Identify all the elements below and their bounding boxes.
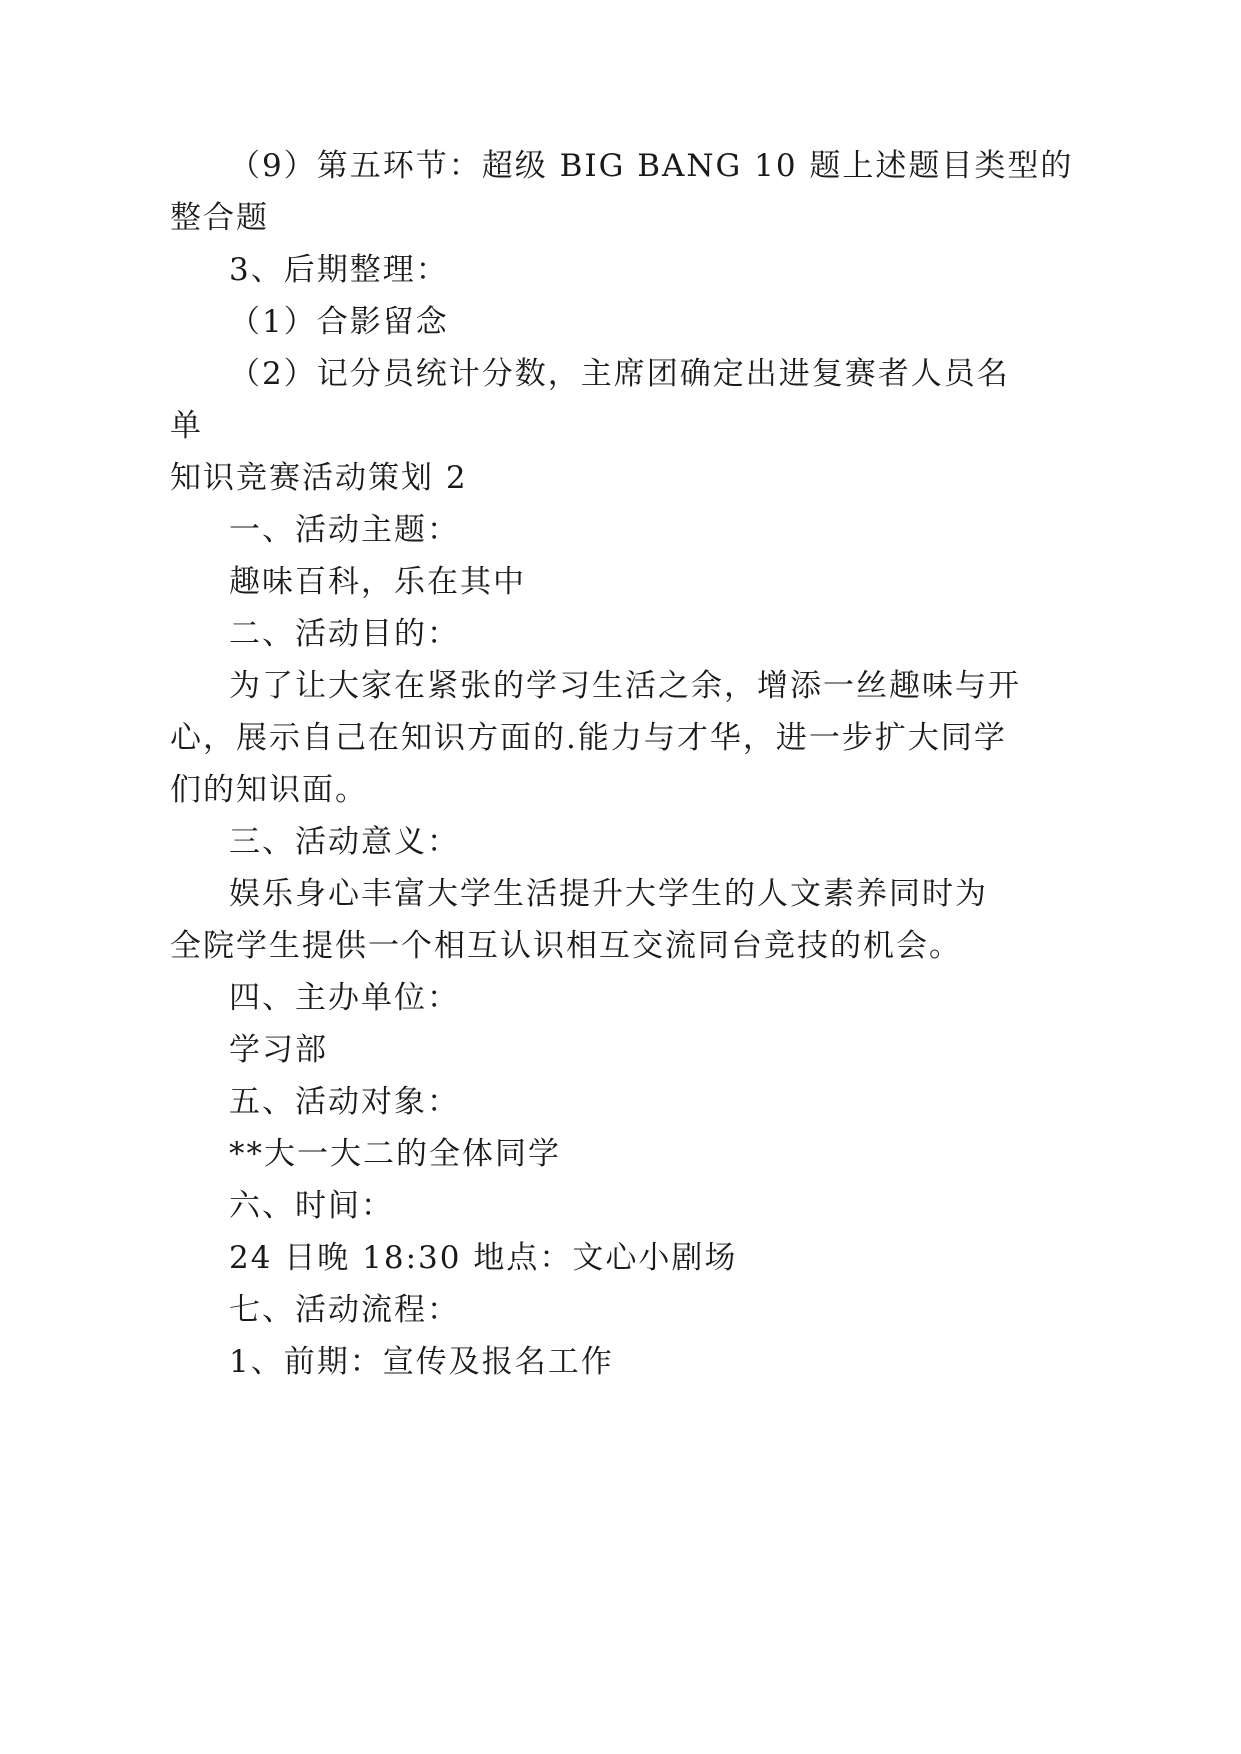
text-line-24: 1、前期：宣传及报名工作 xyxy=(229,1344,614,1380)
text-line-19: 五、活动对象： xyxy=(229,1084,460,1120)
text-line-5: （2）记分员统计分数，主席团确定出进复赛者人员名 xyxy=(229,356,1010,392)
text-line-23: 七、活动流程： xyxy=(229,1292,460,1328)
text-line-16: 全院学生提供一个相互认识相互交流同台竞技的机会。 xyxy=(170,928,962,964)
text-line-3: 3、后期整理： xyxy=(229,252,449,288)
text-line-15: 娱乐身心丰富大学生活提升大学生的人文素养同时为 xyxy=(229,876,988,912)
text-line-12: 心，展示自己在知识方面的.能力与才华，进一步扩大同学 xyxy=(170,720,1007,756)
text-line-11: 为了让大家在紧张的学习生活之余，增添一丝趣味与开 xyxy=(229,668,1021,704)
text-line-22: 24 日晚 18:30 地点：文心小剧场 xyxy=(229,1240,738,1276)
text-line-4: （1）合影留念 xyxy=(229,304,449,340)
text-line-14: 三、活动意义： xyxy=(229,824,460,860)
text-line-6: 单 xyxy=(170,408,203,444)
text-line-21: 六、时间： xyxy=(229,1188,394,1224)
text-line-18: 学习部 xyxy=(229,1032,328,1068)
text-line-9: 趣味百科，乐在其中 xyxy=(229,564,526,600)
section-heading: 知识竞赛活动策划 2 xyxy=(170,460,468,496)
text-line-2: 整合题 xyxy=(170,200,269,236)
text-line-20: **大一大二的全体同学 xyxy=(229,1136,561,1172)
text-line-8: 一、活动主题： xyxy=(229,512,460,548)
text-line-1: （9）第五环节：超级 BIG BANG 10 题上述题目类型的 xyxy=(229,148,1074,184)
text-line-10: 二、活动目的： xyxy=(229,616,460,652)
text-line-17: 四、主办单位： xyxy=(229,980,460,1016)
text-line-13: 们的知识面。 xyxy=(170,772,368,808)
